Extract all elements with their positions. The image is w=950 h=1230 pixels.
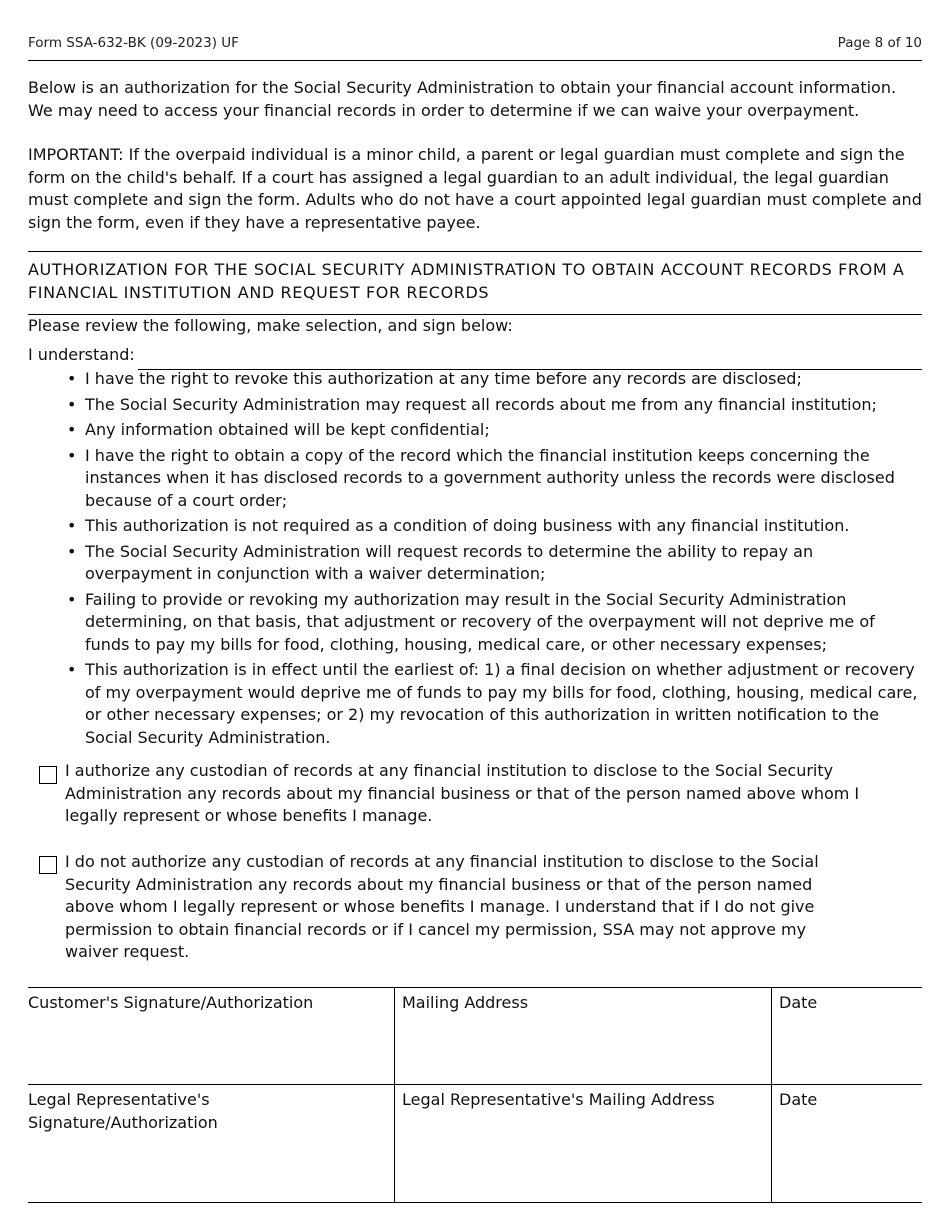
date-label: Date	[779, 993, 818, 1012]
list-item: • Failing to provide or revoking my authorization may result in the Social Security Administration determining, on that basis, that adjustment or recovery of the overpayment will not deprive me of funds to pay my bills for food, clothing, housing, medical care, or other necessary expenses;	[67, 589, 875, 654]
review-instruction: Please review the following, make selection, and sign below:	[28, 316, 513, 335]
mailing-address-label: Mailing Address	[402, 993, 529, 1012]
representative-date-label: Date	[779, 1090, 818, 1109]
understand-list	[28, 368, 922, 752]
bullet-icon: •	[67, 394, 77, 414]
customer-signature-field[interactable]	[28, 988, 395, 1085]
list-item: • I have the right to revoke this authorization at any time before any records are disclosed;	[28, 368, 922, 391]
customer-signature-row	[28, 988, 922, 1085]
bullet-icon: •	[67, 369, 77, 388]
bullet-icon: •	[67, 541, 77, 561]
representative-signature-label-line2: Signature/Authorization	[28, 1112, 218, 1132]
representative-signature-row	[28, 1085, 922, 1203]
authorize-checkbox[interactable]	[39, 766, 57, 784]
list-item: • I have the right to obtain a copy of the record which the financial institution keeps concerning the instances when it has disclosed records to a government authority unless the records were disclosed because of a court order;	[67, 445, 895, 510]
list-item: • This authorization is in effect until the earliest of: 1) a final decision on whether adjustment or recovery of my overpayment would deprive me of funds to pay my bills for food, clothing, housing, medical care, or other necessary expenses; or 2) my revocation of this authorization in written notification to the Social Security Administration.	[67, 660, 918, 747]
list-item: • The Social Security Administration may request all records about me from any financial institution;	[28, 394, 922, 417]
header-divider	[28, 60, 922, 61]
bullet-icon: •	[67, 516, 77, 535]
representative-date-field[interactable]	[772, 1085, 923, 1203]
bullet-icon: •	[67, 660, 77, 679]
page-number: Page 8 of 10	[837, 35, 922, 51]
customer-signature-label: Customer's Signature/Authorization	[28, 993, 314, 1012]
representative-signature-label-line1: Legal Representative's	[28, 1090, 210, 1109]
not-authorize-checkbox[interactable]	[39, 856, 57, 874]
representative-signature-field[interactable]	[28, 1085, 395, 1203]
list-item: • Any information obtained will be kept confidential;	[28, 419, 922, 442]
understand-label: I understand:	[28, 345, 135, 364]
form-page	[28, 0, 922, 1230]
section-top-divider	[28, 251, 922, 252]
intro-paragraph: Below is an authorization for the Social Security Administration to obtain your financial account information. We may need to access your financial records in order to determine if we can waive your overpayment.	[28, 78, 897, 120]
representative-mailing-address-field[interactable]	[395, 1085, 772, 1203]
date-field[interactable]	[772, 988, 923, 1085]
signature-table	[28, 987, 922, 1203]
representative-mailing-address-label: Legal Representative's Mailing Address	[402, 1090, 715, 1109]
bullet-icon: •	[67, 589, 77, 609]
bullet-icon: •	[67, 445, 77, 465]
section-title-divider	[28, 314, 922, 315]
form-id: Form SSA-632-BK (09-2023) UF	[28, 35, 239, 51]
important-paragraph: IMPORTANT: If the overpaid individual is a minor child, a parent or legal guardian must complete and sign the form on the child's behalf. If a court has assigned a legal guardian to an adult individual, the legal guardian must complete and sign the form. Adults who do not have a court appointed legal guardian must complete and sign the form, even if they have a representative payee.	[28, 145, 922, 232]
not-authorize-option-text: I do not authorize any custodian of records at any financial institution to disclose to the Social Security Administration any records about my financial business or that of the person named above whom I legally represent or whose benefits I manage. I understand that if I do not give permission to obtain financial records or if I cancel my permission, SSA may not approve my waiver request.	[65, 852, 819, 961]
list-item: • This authorization is not required as a condition of doing business with any financial institution.	[28, 515, 922, 538]
list-item: • The Social Security Administration will request records to determine the ability to repay an overpayment in conjunction with a waiver determination;	[67, 541, 814, 583]
bullet-icon: •	[67, 420, 77, 439]
section-title: AUTHORIZATION FOR THE SOCIAL SECURITY ADMINISTRATION TO OBTAIN ACCOUNT RECORDS FROM A FINANCIAL INSTITUTION AND REQUEST FOR RECORDS	[28, 260, 905, 302]
mailing-address-field[interactable]	[395, 988, 772, 1085]
authorize-option-text: I authorize any custodian of records at any financial institution to disclose to the Social Security Administration any records about my financial business or that of the person named above whom I legally represent or whose benefits I manage.	[65, 761, 860, 825]
